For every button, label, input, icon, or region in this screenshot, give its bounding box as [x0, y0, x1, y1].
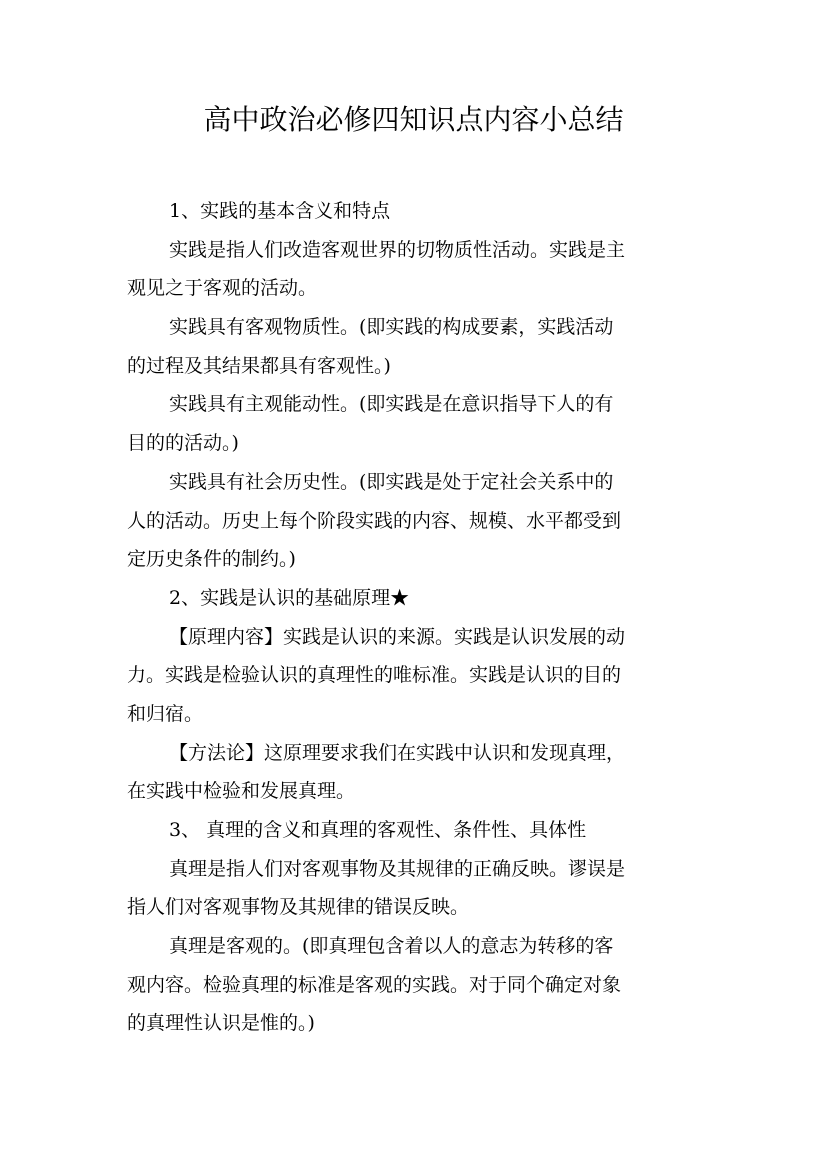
body-line: 2、实践是认识的基础原理★: [169, 586, 410, 609]
body-line: 观内容。检验真理的标准是客观的实践。对于同个确定对象: [127, 973, 622, 996]
body-line: 人的活动。历史上每个阶段实践的内容、规模、水平都受到: [127, 509, 622, 532]
body-line: 实践具有客观物质性。(即实践的构成要素，实践活动: [169, 316, 614, 339]
body-line: 【方法论】这原理要求我们在实践中认识和发现真理，: [169, 741, 626, 764]
body-line: 的过程及其结果都具有客观性。): [127, 354, 391, 377]
body-line: 指人们对客观事物及其规律的错误反映。: [127, 896, 470, 919]
body-line: 力。实践是检验认识的真理性的唯标准。实践是认识的目的: [127, 664, 622, 687]
body-line: 目的的活动。): [127, 432, 239, 455]
body-line: 的真理性认识是惟的。): [127, 1012, 315, 1035]
body-line: 实践是指人们改造客观世界的切物质性活动。实践是主: [169, 238, 626, 261]
body-line: 1、实践的基本含义和特点: [169, 200, 391, 222]
body-line: 和归宿。: [127, 702, 204, 725]
body-line: 实践具有主观能动性。(即实践是在意识指导下人的有: [169, 393, 614, 416]
body-line: 【原理内容】实践是认识的来源。实践是认识发展的动: [169, 625, 626, 648]
document-body: [127, 192, 702, 1043]
document-title: 高中政治必修四知识点内容小总结: [203, 103, 624, 136]
body-line: 观见之于客观的活动。: [127, 277, 318, 300]
body-line: 实践具有社会历史性。(即实践是处于定社会关系中的: [169, 470, 614, 493]
body-line: 真理是客观的。(即真理包含着以人的意志为转移的客: [169, 935, 614, 958]
body-line: 在实践中检验和发展真理。: [127, 780, 356, 803]
body-line: 真理是指人们对客观事物及其规律的正确反映。谬误是: [169, 857, 626, 880]
body-line: 定历史条件的制约。): [127, 548, 296, 571]
body-line: 3、 真理的含义和真理的客观性、条件性、具体性: [169, 819, 587, 841]
